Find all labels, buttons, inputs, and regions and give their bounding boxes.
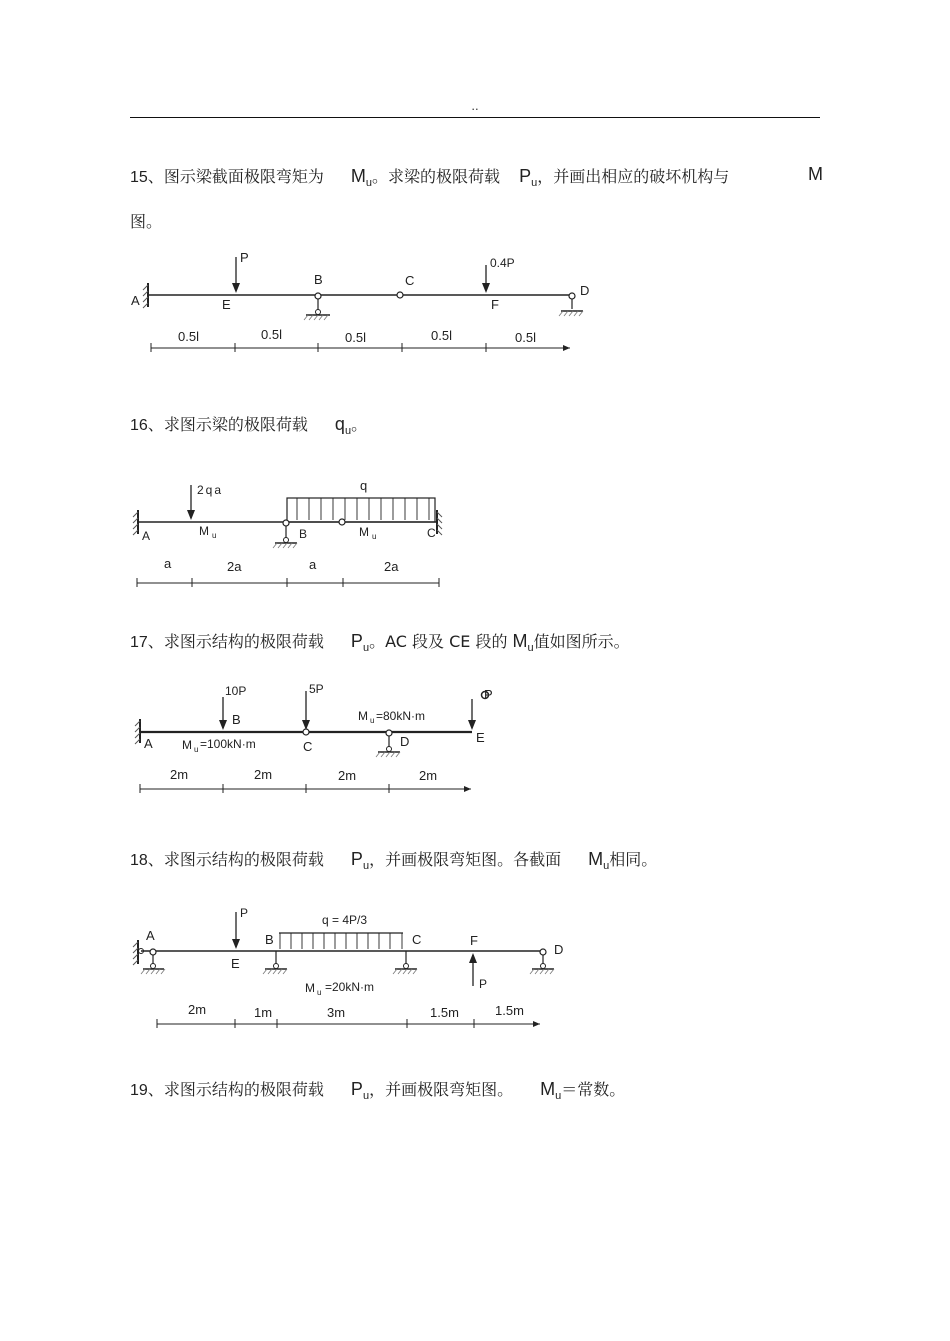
question-number: 17、 <box>130 634 164 651</box>
label-c: C <box>303 739 313 754</box>
subscript-u: u <box>603 860 610 873</box>
label-0-4p: 0.4P <box>490 256 515 270</box>
label-p: P <box>240 250 249 265</box>
subscript-u: u <box>362 642 370 655</box>
subscript-u: u <box>362 860 370 873</box>
label-mu-sub: u <box>212 531 217 540</box>
label-q: q <box>360 478 368 493</box>
label-mu-sub: u <box>194 745 199 754</box>
question-19-text <box>130 1077 625 1102</box>
label-mu-sub: u <box>372 532 377 541</box>
question-text: 求图示结构的极限荷载 <box>163 850 324 869</box>
label-b: B <box>314 272 323 287</box>
label-b: B <box>299 527 308 541</box>
question-text: 。AC 段及 CE 段的 <box>369 632 508 651</box>
label-mu-value: =100kN·m <box>200 737 256 751</box>
label-mu-value: =20kN·m <box>325 980 375 994</box>
label-b: B <box>232 712 241 727</box>
label-5p: 5P <box>309 682 324 696</box>
label-a: A <box>142 529 151 543</box>
question-text: ，并画极限弯矩图。 <box>369 1080 514 1099</box>
question-text: 图示梁截面极限弯矩为 <box>163 167 324 186</box>
dim-label: 2a <box>384 559 399 574</box>
symbol-p: P <box>350 849 363 869</box>
dim-label: a <box>164 556 172 571</box>
figure-15-beam <box>0 245 950 360</box>
question-number: 19、 <box>130 1082 164 1099</box>
dim-label: 2a <box>227 559 242 574</box>
label-a: A <box>146 928 155 943</box>
symbol-p: P <box>519 166 532 186</box>
dim-label: 2m <box>338 768 357 783</box>
label-c: C <box>412 932 422 947</box>
label-f: F <box>491 297 499 312</box>
symbol-q: q <box>334 414 345 434</box>
symbol-m: M <box>588 849 604 869</box>
dim-label: 0.5l <box>431 328 452 343</box>
subscript-u: u <box>555 1090 562 1103</box>
question-text: ，并画出相应的破坏机构与 <box>537 167 730 186</box>
symbol-m-end: M <box>808 164 823 184</box>
question-text: ，并画极限弯矩图。各截面 <box>369 850 562 869</box>
label-mu: M <box>358 709 368 723</box>
question-text: 求图示梁的极限荷载 <box>163 415 308 434</box>
subscript-u: u <box>344 425 352 438</box>
page-header-mark: .. <box>471 98 479 113</box>
label-2qa: 2qa <box>197 483 224 497</box>
question-text: 值如图所示。 <box>533 632 630 651</box>
label-mu-sub: u <box>370 716 375 725</box>
dim-label: a <box>309 557 317 572</box>
dim-label: 0.5l <box>345 330 366 345</box>
dim-label: 1m <box>254 1005 273 1020</box>
question-number: 16、 <box>130 417 164 434</box>
label-mu: M <box>359 525 369 539</box>
dim-label: 0.5l <box>178 329 199 344</box>
figure-17-beam <box>0 675 950 800</box>
question-15-text <box>130 164 729 189</box>
question-number: 15、 <box>130 169 164 186</box>
subscript-u: u <box>531 177 538 190</box>
symbol-m: M <box>350 166 366 186</box>
figure-18-beam <box>0 900 950 1040</box>
question-16-text <box>130 412 367 437</box>
question-text: 相同。 <box>609 850 658 869</box>
label-a: A <box>131 293 140 308</box>
subscript-u: u <box>362 1090 370 1103</box>
header-rule <box>130 117 820 118</box>
label-c: C <box>405 273 415 288</box>
question-18-text <box>130 847 657 872</box>
dim-label: 3m <box>327 1005 346 1020</box>
label-f: F <box>470 933 478 948</box>
dim-label: 2m <box>419 768 438 783</box>
symbol-m: M <box>512 631 528 651</box>
label-a: A <box>144 736 153 751</box>
dim-label: 2m <box>188 1002 207 1017</box>
symbol-p: P <box>350 631 363 651</box>
question-15-line2: 图。 <box>130 212 163 231</box>
label-mu-value: =80kN·m <box>376 709 426 723</box>
label-mu-sub: u <box>317 988 322 997</box>
label-mu: M <box>305 981 315 995</box>
label-q: q = 4P/3 <box>322 913 368 927</box>
label-p: P <box>484 687 493 702</box>
label-c: C <box>427 526 436 540</box>
dim-label: 0.5l <box>515 330 536 345</box>
question-text: 。求梁的极限荷载 <box>372 167 501 186</box>
question-17-text <box>130 629 630 654</box>
label-mu: M <box>182 738 192 752</box>
dim-label: 0.5l <box>261 327 282 342</box>
label-e: E <box>476 730 485 745</box>
label-e: E <box>231 956 240 971</box>
question-text: 求图示结构的极限荷载 <box>163 1080 324 1099</box>
subscript-u: u <box>365 177 373 190</box>
label-p-up: P <box>479 977 488 991</box>
dim-label: 1.5m <box>495 1003 524 1018</box>
label-mu: M <box>199 524 209 538</box>
figure-16-beam <box>0 470 950 595</box>
dim-label: 2m <box>254 767 273 782</box>
dim-label: 1.5m <box>430 1005 459 1020</box>
symbol-p: P <box>350 1079 363 1099</box>
question-text: 。 <box>351 415 368 434</box>
question-text: 求图示结构的极限荷载 <box>163 632 324 651</box>
question-text: ＝常数。 <box>561 1080 626 1099</box>
label-10p: 10P <box>225 684 247 698</box>
symbol-m: M <box>540 1079 556 1099</box>
label-p: P <box>240 906 249 920</box>
label-e: E <box>222 297 231 312</box>
subscript-u: u <box>527 642 534 655</box>
label-d: D <box>580 283 590 298</box>
label-b: B <box>265 932 274 947</box>
dim-label: 2m <box>170 767 189 782</box>
label-d: D <box>554 942 564 957</box>
label-d: D <box>400 734 410 749</box>
question-number: 18、 <box>130 852 164 869</box>
